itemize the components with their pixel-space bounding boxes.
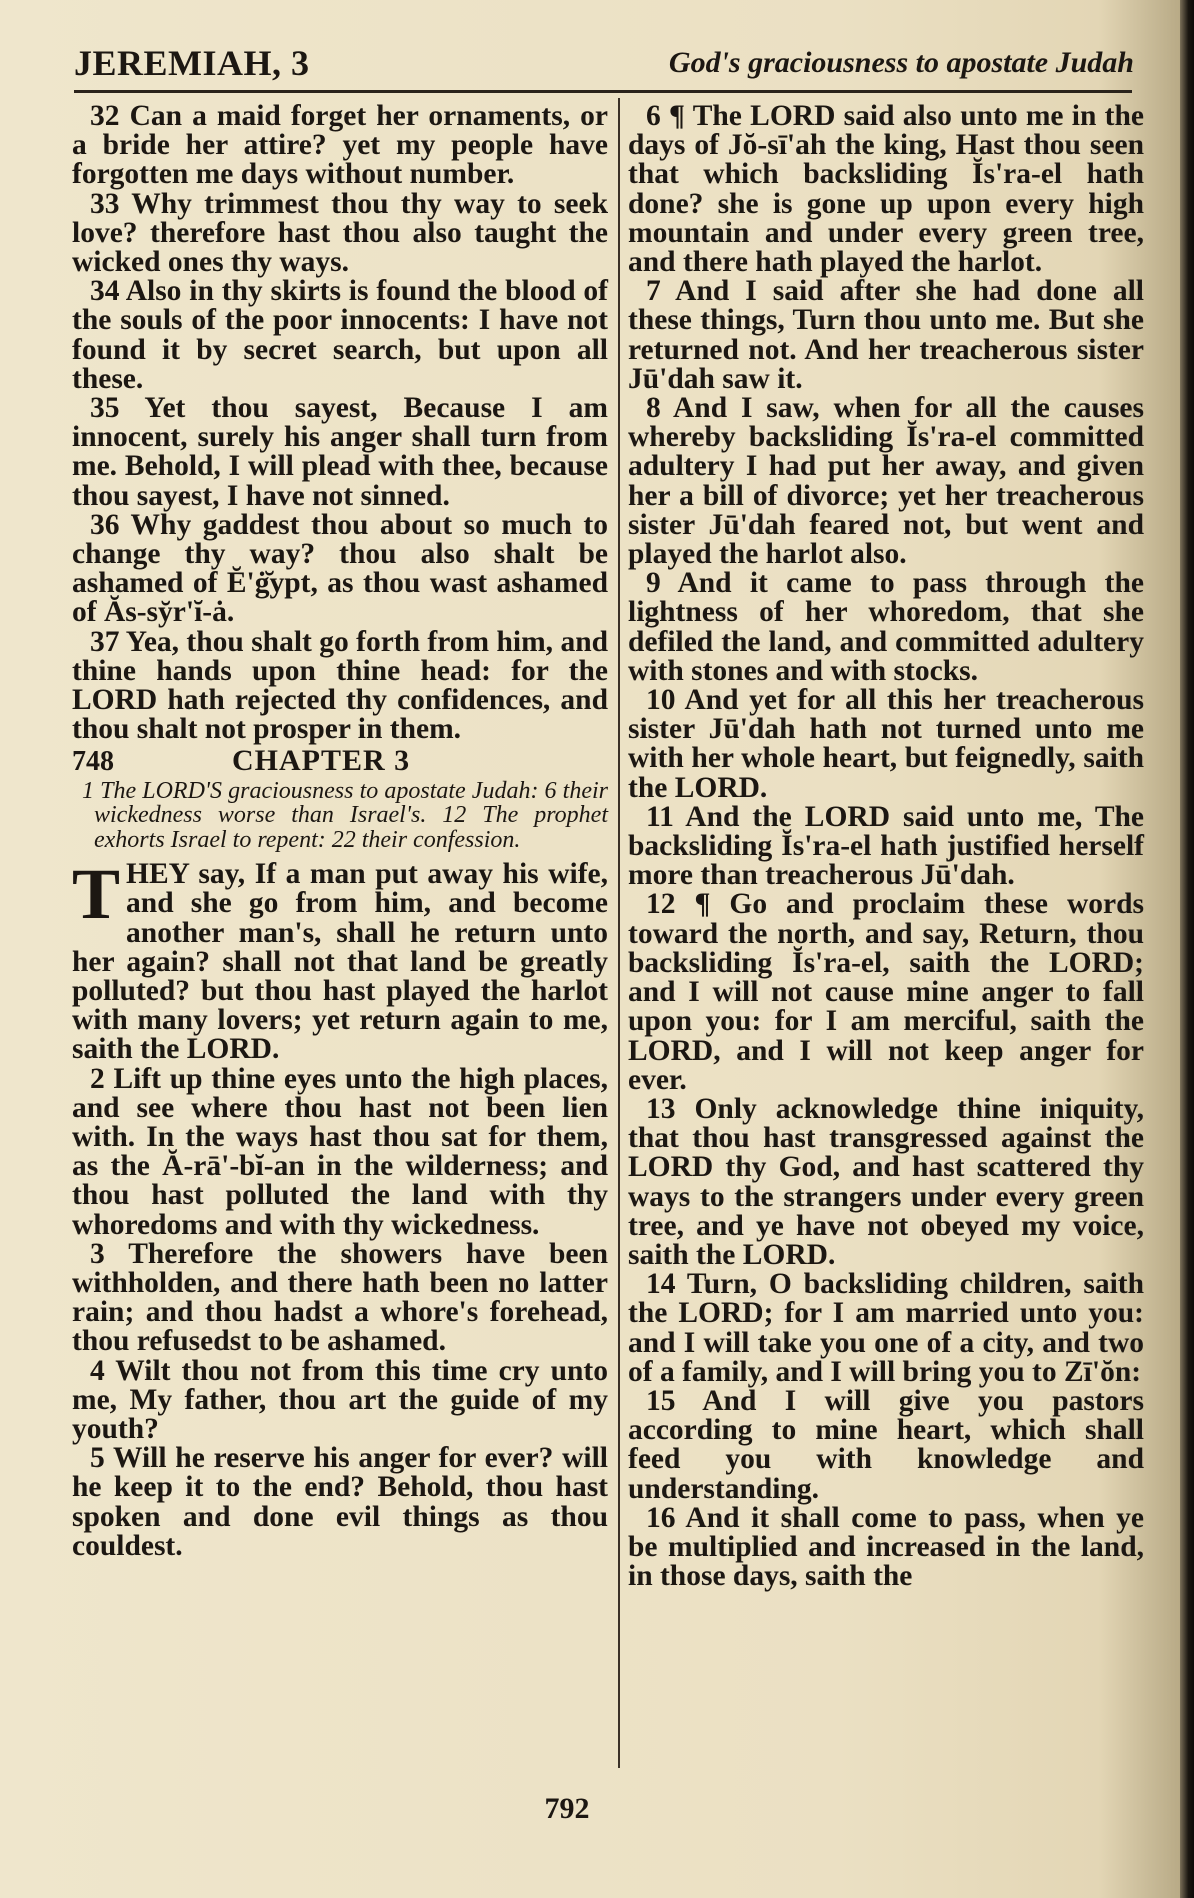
left-column (72, 102, 608, 1768)
chapter-number: 748 (72, 746, 114, 778)
verse-1: THEY say, If a man put away his wife, and she go from him, and become another man's, shall he return unto her again? shall not that land be greatly polluted? but thou hast played the harlot with many lovers; yet return again to me, saith the LORD. (72, 854, 608, 1066)
page-header (74, 38, 1134, 90)
drop-cap: T (72, 854, 121, 935)
chapter-summary: 1 The LORD'S graciousness to apostate Judah: 6 their wickedness worse than Israel's. 12 The prophet exhorts Israel to repent: 22 their confession. (82, 777, 608, 853)
chapter-heading (72, 746, 608, 776)
verse-34: 34 Also in thy skirts is found the blood of the souls of the poor innocents: I have not found it by secret search, but upon all these. (72, 275, 608, 395)
verse-35: 35 Yet thou sayest, Because I am innocent, surely his anger shall turn from me. Behold, I will plead with thee, because thou sayest, I have not sinned. (72, 392, 608, 512)
verse-12: 12 ¶ Go and proclaim these words toward the north, and say, Return, thou backsliding Ĭs'ra-el, saith the LORD; and I will not cause mine anger to fall upon you: for I am merciful, saith the LORD, and I will not keep anger for ever. (628, 888, 1145, 1096)
running-title: God's graciousness to apostate Judah (668, 46, 1134, 79)
page-number: 792 (544, 1792, 590, 1825)
verse-11: 11 And the LORD said unto me, The backsliding Ĭs'ra-el hath justified herself more than treacherous Jū'dah. (628, 800, 1145, 892)
verse-2: 2 Lift up thine eyes unto the high places, and see where thou hast not been lien with. In the ways hast thou sat for them, as the Ă-rā'-bĭ-an in the wilderness; and thou hast polluted the land with thy whoredoms and with thy wickedness. (72, 1062, 608, 1241)
verse-15: 15 And I will give you pastors according to mine heart, which shall feed you with knowledge and understanding. (628, 1384, 1144, 1505)
verse-3: 3 Therefore the showers have been withholden, and there hath been no latter rain; and thou hadst a whore's forehead, thou refusedst to be ashamed. (72, 1237, 609, 1358)
right-column (628, 102, 1144, 1768)
chapter-title: CHAPTER 3 (232, 744, 411, 778)
verse-36: 36 Why gaddest thou about so much to change thy way? thou also shalt be ashamed of Ĕ'ġ̆ypt, as thou wast ashamed of Ăs-sy̆r'ĭ-ȧ. (72, 508, 609, 629)
page-footer (0, 1792, 1194, 1826)
column-divider (618, 98, 620, 1768)
verse-9: 9 And it came to pass through the lightness of her whoredom, that she defiled the land, and committed adultery with stones and with stocks. (628, 567, 1145, 687)
book-spine-edge (1180, 0, 1194, 1898)
verse-6: 6 ¶ The LORD said also unto me in the days of Jŏ-sī'ah the king, Hast thou seen that which backsliding Ĭs'ra-el hath done? she is gone up upon every high mountain and under every green tree, and there hath played the harlot. (628, 100, 1144, 279)
verse-7: 7 And I said after she had done all these things, Turn thou unto me. But she returned not. And her treacherous sister Jū'dah saw it. (628, 275, 1145, 395)
verse-14: 14 Turn, O backsliding children, saith the LORD; for I am married unto you: and I will take you one of a city, and two of a family, and I will bring you to Zī'ŏn: (628, 1268, 1145, 1388)
verse-5: 5 Will he reserve his anger for ever? will he keep it to the end? Behold, thou hast spoken and done evil things as thou couldest. (72, 1442, 609, 1562)
book-chapter-heading: JEREMIAH, 3 (74, 43, 310, 83)
verse-16: 16 And it shall come to pass, when ye be multiplied and increased in the land, in those days, saith the (628, 1501, 1145, 1593)
verse-8: 8 And I saw, when for all the causes whereby backsliding Ĭs'ra-el committed adultery I had put her away, and given her a bill of divorce; yet her treacherous sister Jū'dah feared not, but went and played the harlot also. (628, 392, 1144, 571)
verse-13: 13 Only acknowledge thine iniquity, that thou hast transgressed against the LORD thy God, and hast scattered thy ways to the strangers under every green tree, and ye have not obeyed my voice, saith the LORD. (628, 1092, 1145, 1271)
verse-33: 33 Why trimmest thou thy way to seek love? therefore hast thou also taught the wicked ones thy ways. (72, 187, 609, 279)
verse-4: 4 Wilt thou not from this time cry unto me, My father, thou art the guide of my youth? (72, 1354, 608, 1446)
verse-10: 10 And yet for all this her treacherous sister Jū'dah hath not turned unto me with her whole heart, but feignedly, saith the LORD. (628, 684, 1145, 804)
verse-37: 37 Yea, thou shalt go forth from him, and thine hands upon thine head: for the LORD hath rejected thy confidences, and thou shalt not prosper in them. (72, 625, 609, 746)
verse-32: 32 Can a maid forget her ornaments, or a bride her attire? yet my people have forgotten me days without number. (72, 100, 608, 191)
header-rule (74, 90, 1132, 93)
